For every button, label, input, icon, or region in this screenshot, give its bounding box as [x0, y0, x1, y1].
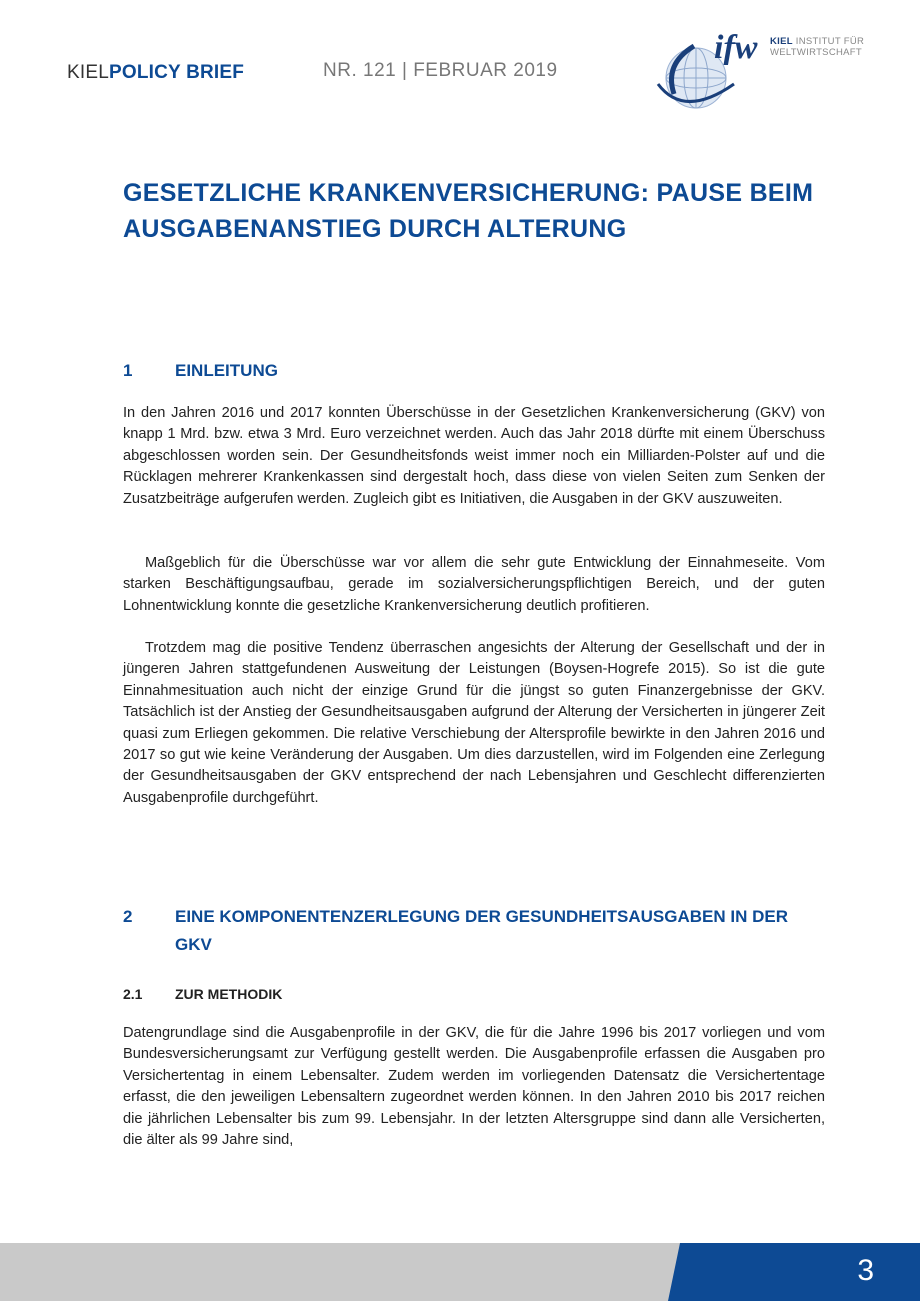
logo-text: KIEL INSTITUT FÜR WELTWIRTSCHAFT	[770, 36, 865, 58]
section-number: 1	[123, 361, 133, 380]
brand-policy-brief: POLICY BRIEF	[109, 62, 245, 83]
footer-bar	[0, 1243, 700, 1301]
paragraph: Trotzdem mag die positive Tendenz überraschen angesichts der Alterung der Gesellschaft und der in jüngeren Jahren stattgefundenen Ausweitung der Leistungen (Boysen-Hogrefe 2015). So ist die gute Einnahmesituation auch nicht der einzige Grund für die jüngst so guten Finanzergebnisse der GKV. Tatsächlich ist der Anstieg der Gesundheitsausgaben aufgrund der Alterung der Versicherten in jüngerer Zeit quasi zum Erliegen gekommen. Die relative Verschiebung der Altersprofile bewirkte in den Jahren 2016 und 2017 so gut wie keine Veränderung der Ausgaben. Um dies darzustellen, wird im Folgenden eine Zerlegung der Gesundheitsausgaben der GKV entsprechend der nach Lebensjahren und Geschlecht differenzierten Ausgabenprofile durchgeführt.	[123, 640, 825, 806]
section-title: EINE KOMPONENTENZERLEGUNG DER GESUNDHEITSAUSGABEN IN DER GKV	[175, 907, 788, 954]
footer-page-box	[668, 1243, 920, 1301]
paragraph: Datengrundlage sind die Ausgabenprofile in der GKV, die für die Jahre 1996 bis 2017 vorliegen und vom Bundesversicherungsamt zur Verfügung gestellt werden. Die Ausgabenprofile erfassen die Ausgaben pro Versichertentag in einem Lebensalter. Zudem werden im vorliegenden Datensatz die Versichertentage erfasst, die den jeweiligen Lebensaltern zugeordnet werden können. In den Jahren 2010 bis 2017 reichen die jährlichen Lebensalter bis zum 99. Lebensjahr. In der letzten Altersgruppe sind dann alle Versicherten, die älter als 99 Jahre sind,	[123, 1025, 825, 1149]
brand-name	[67, 62, 244, 84]
page-number: 3	[857, 1254, 874, 1287]
issue-number: NR. 121 | FEBRUAR 2019	[323, 60, 558, 81]
logo-mark: ifw	[714, 29, 758, 66]
paragraph: Maßgeblich für die Überschüsse war vor allem die sehr gute Entwicklung der Einnahmeseite. Vom starken Beschäftigungsaufbau, gerade im sozialversicherungspflichtigen Bereich, und der guten Lohnentwicklung konnte die gesetzliche Krankenversicherung deutlich profitieren.	[123, 555, 825, 614]
paragraph: In den Jahren 2016 und 2017 konnten Überschüsse in der Gesetzlichen Krankenversicherung (GKV) von knapp 1 Mrd. bzw. etwa 3 Mrd. Euro verzeichnet werden. Auch das Jahr 2018 dürfte mit einem Überschuss abgeschlossen worden sein. Der Gesundheitsfonds weist immer noch ein Milliarden-Polster auf und die Rücklagen mehrerer Krankenkassen sind dergestalt hoch, dass diese von vielen Seiten zum Senken der Zusatzbeiträge aufgerufen werden. Zugleich gibt es Initiativen, die Ausgaben in der GKV auszuweiten.	[123, 405, 825, 507]
subsection-number: 2.1	[123, 986, 143, 1002]
section-number: 2	[123, 907, 133, 926]
document-title: GESETZLICHE KRANKENVERSICHERUNG: PAUSE BEIM AUSGABENANSTIEG DURCH ALTERUNG	[123, 179, 814, 243]
subsection-title: ZUR METHODIK	[175, 986, 283, 1002]
brand-kiel: KIEL	[67, 62, 109, 83]
section-title: EINLEITUNG	[175, 361, 278, 380]
page-header	[0, 0, 920, 130]
